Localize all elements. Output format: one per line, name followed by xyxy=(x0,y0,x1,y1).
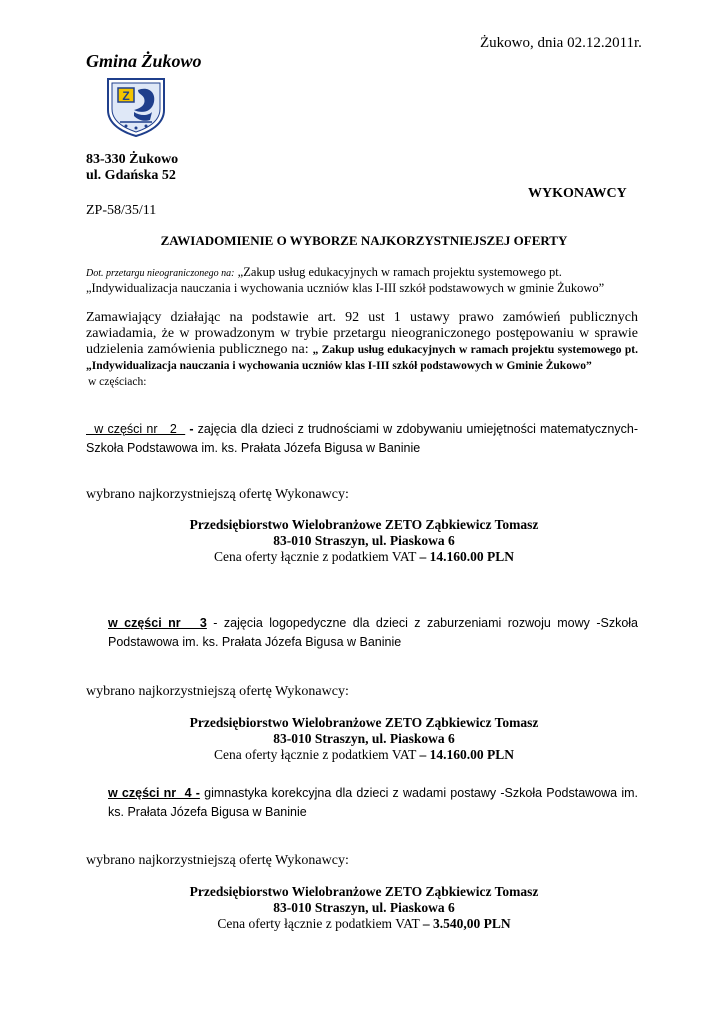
part-2-winner xyxy=(86,517,642,565)
svg-text:Z: Z xyxy=(122,89,130,103)
document-title: ZAWIADOMIENIE O WYBORZE NAJKORZYSTNIEJSZEJ OFERTY xyxy=(160,233,568,248)
part-2-text: zajęcia dla dzieci z trudnościami w zdobywaniu umiejętności matematycznych- Szkoła Podstawowa im. ks. Prałata Józefa Bigusa w Baninie xyxy=(86,422,638,455)
reference-number: ZP-58/35/11 xyxy=(86,203,157,218)
part-4-label: w części nr 4 - xyxy=(108,786,200,800)
part-3-company: Przedsiębiorstwo Wielobranżowe ZETO Ząbkiewicz Tomasz xyxy=(189,715,539,730)
part-4-text: gimnastyka korekcyjna dla dzieci z wadami postawy -Szkoła Podstawowa im. ks. Prałata Józefa Bigusa w Baninie xyxy=(108,786,638,819)
part-2-price-value: – 14.160.00 PLN xyxy=(419,549,514,564)
part-4-paragraph xyxy=(108,784,638,822)
part-2-chosen-text: wybrano najkorzystniejszą ofertę Wykonawcy: xyxy=(86,487,349,502)
part-3-paragraph xyxy=(108,614,638,652)
part-2-label: w części nr 2 xyxy=(86,422,186,436)
part-3-address: 83-010 Straszyn, ul. Piaskowa 6 xyxy=(273,731,455,746)
part-4-price-label: Cena oferty łącznie z podatkiem VAT xyxy=(217,916,423,931)
recipient-label: WYKONAWCY xyxy=(528,186,627,201)
part-4-price-value: – 3.540,00 PLN xyxy=(422,916,511,931)
part-4-company: Przedsiębiorstwo Wielobranżowe ZETO Ząbkiewicz Tomasz xyxy=(189,884,539,899)
issuer-name: Gmina Żukowo xyxy=(86,51,202,71)
part-4-price xyxy=(86,916,642,932)
part-3-text: zajęcia logopedyczne dla dzieci z zaburzeniami rozwoju mowy -Szkoła Podstawowa im. ks. Prałata Józefa Bigusa w Baninie xyxy=(108,616,639,649)
address-line-1: 83-330 Żukowo xyxy=(86,152,179,167)
part-2-separator: - xyxy=(185,422,198,436)
part-2-price xyxy=(86,549,642,565)
part-2-price-label: Cena oferty łącznie z podatkiem VAT xyxy=(214,549,420,564)
part-3-price-label: Cena oferty łącznie z podatkiem VAT xyxy=(214,747,420,762)
coat-of-arms-icon xyxy=(104,76,168,138)
part-3-price xyxy=(86,747,642,763)
part-2-address: 83-010 Straszyn, ul. Piaskowa 6 xyxy=(273,533,455,548)
subject-text-1: „Zakup usług edukacyjnych w ramach projektu systemowego pt. xyxy=(234,265,562,279)
subject-text-2: „Indywidualizacja nauczania i wychowania uczniów klas I-III szkół podstawowych w gminie Żukowo” xyxy=(86,281,605,295)
address-line-2: ul. Gdańska 52 xyxy=(86,168,176,183)
part-3-winner xyxy=(86,715,642,763)
part-4-winner xyxy=(86,884,642,932)
intro-tail: w częściach: xyxy=(88,376,147,388)
part-3-price-value: – 14.160.00 PLN xyxy=(419,747,514,762)
intro-paragraph xyxy=(86,310,638,390)
part-4-address: 83-010 Straszyn, ul. Piaskowa 6 xyxy=(273,900,455,915)
part-3-chosen-text: wybrano najkorzystniejszą ofertę Wykonawcy: xyxy=(86,684,349,699)
document-date: Żukowo, dnia 02.12.2011r. xyxy=(480,35,642,51)
part-3-separator: - xyxy=(206,616,224,630)
intro-text: Zamawiający działając na podstawie art. 92 ust 1 ustawy prawo zamówień publicznych zawiadamia, że w prowadzonym w trybie przetargu nieograniczonego postępowaniu w sprawie udzielenia zamówienia publicznego na: xyxy=(86,310,638,357)
part-2-paragraph xyxy=(86,420,638,458)
intro-bold-text: „ Zakup usług edukacyjnych w ramach projektu systemowego pt. „Indywidualizacja nauczania i wychowania uczniów klas I-III szkół podstawowych w Gminie Żukowo” xyxy=(86,344,638,372)
subject-label: Dot. przetargu nieograniczonego na: xyxy=(86,268,235,279)
part-3-label: w części nr 3 xyxy=(108,616,207,630)
subject-paragraph xyxy=(86,265,638,296)
part-2-company: Przedsiębiorstwo Wielobranżowe ZETO Ząbkiewicz Tomasz xyxy=(189,517,539,532)
part-4-chosen-text: wybrano najkorzystniejszą ofertę Wykonawcy: xyxy=(86,853,349,868)
